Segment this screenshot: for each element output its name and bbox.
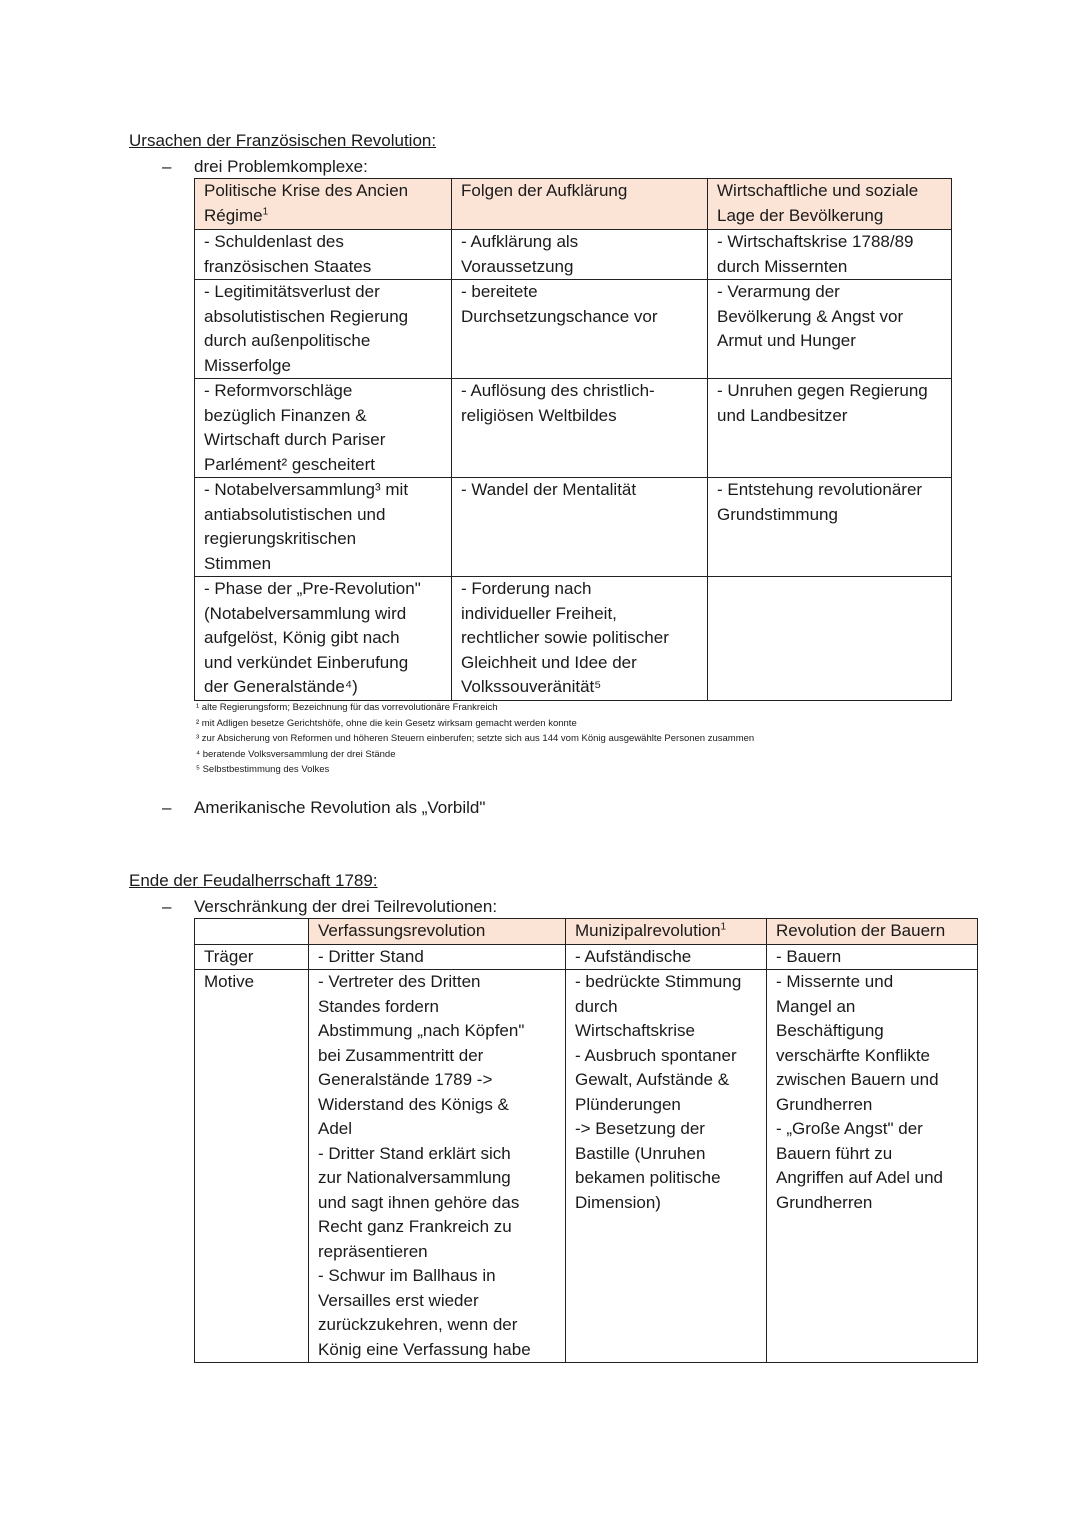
table-cell: - Wirtschaftskrise 1788/89 durch Missernten xyxy=(708,230,952,280)
table-row xyxy=(195,280,952,379)
table-cell: - Dritter Stand xyxy=(309,944,566,970)
table-cell: - Legitimitätsverlust der absolutistischen Regierung durch außenpolitische Misserfolge xyxy=(195,280,452,379)
table-cell: - Aufklärung als Voraussetzung xyxy=(452,230,708,280)
header-cell-empty xyxy=(195,919,309,945)
bullet-three-revolutions: Verschränkung der drei Teilrevolutionen: xyxy=(194,897,498,916)
header-cell: Revolution der Bauern xyxy=(767,919,978,945)
row-label-cell: Motive xyxy=(195,970,309,1363)
table-cell: - Vertreter des Dritten Standes fordern Abstimmung „nach Köpfen" bei Zusammentritt der Generalstände 1789 -> Widerstand des Königs & Adel - Dritter Stand erklärt sich zur Nationalversammlung und sagt ihnen gehöre das Recht ganz Frankreich zu repräsentieren - Schwur im Ballhaus in Versailles erst wieder zurückzukehren, wenn der König eine Verfassung habe xyxy=(309,970,566,1363)
footnote: ⁵ Selbstbestimmung des Volkes xyxy=(196,764,330,775)
footnote: ¹ alte Regierungsform; Bezeichnung für das vorrevolutionäre Frankreich xyxy=(196,702,498,713)
table-cell: - Reformvorschläge bezüglich Finanzen & Wirtschaft durch Pariser Parlément² gescheitert xyxy=(195,379,452,478)
table-header-row xyxy=(195,919,978,945)
table-row xyxy=(195,478,952,577)
row-label-cell: Träger xyxy=(195,944,309,970)
table-cell: - Bauern xyxy=(767,944,978,970)
table-cell: - Phase der „Pre-Revolution" (Notabelversammlung wird aufgelöst, König gibt nach und verkündet Einberufung der Generalstände⁴) xyxy=(195,577,452,701)
causes-table xyxy=(194,178,952,701)
footnotes xyxy=(196,700,754,778)
table-cell: - bedrückte Stimmung durch Wirtschaftskrise - Ausbruch spontaner Gewalt, Aufstände & Plünderungen -> Besetzung der Bastille (Unruhen bekamen politische Dimension) xyxy=(566,970,767,1363)
table-cell: - Missernte und Mangel an Beschäftigung verschärfte Konflikte zwischen Bauern und Grundherren - „Große Angst" der Bauern führt zu Angriffen auf Adel und Grundherren xyxy=(767,970,978,1363)
table-cell: - bereitete Durchsetzungschance vor xyxy=(452,280,708,379)
bullet-dash: – xyxy=(162,897,172,916)
header-cell: Politische Krise des Ancien Régime$^1$ xyxy=(195,179,452,230)
table-row xyxy=(195,970,978,1363)
header-cell: Folgen der Aufklärung xyxy=(452,179,708,230)
footnote: ³ zur Absicherung von Reformen und höheren Steuern einberufen; setzte sich aus 144 vom König ausgewählte Personen zusammen xyxy=(196,733,755,744)
section-heading-feudalism: Ende der Feudalherrschaft 1789: xyxy=(129,871,378,890)
revolutions-table xyxy=(194,918,978,1363)
header-cell: Munizipalrevolution$^1$ xyxy=(566,919,767,945)
table-row xyxy=(195,379,952,478)
table-cell: - Auflösung des christlich- religiösen Weltbildes xyxy=(452,379,708,478)
table-cell: - Schuldenlast des französischen Staates xyxy=(195,230,452,280)
table-cell: - Aufständische xyxy=(566,944,767,970)
table-cell: - Wandel der Mentalität xyxy=(452,478,708,577)
table-row xyxy=(195,944,978,970)
header-cell: Wirtschaftliche und soziale Lage der Bevölkerung xyxy=(708,179,952,230)
table-cell xyxy=(708,577,952,701)
table-cell: - Unruhen gegen Regierung und Landbesitzer xyxy=(708,379,952,478)
table-row xyxy=(195,577,952,701)
table-cell: - Forderung nach individueller Freiheit, rechtlicher sowie politischer Gleichheit und Idee der Volkssouveränität⁵ xyxy=(452,577,708,701)
bullet-problem-complexes: drei Problemkomplexe: xyxy=(194,157,368,176)
bullet-dash: – xyxy=(162,798,172,817)
bullet-american-revolution: Amerikanische Revolution als „Vorbild" xyxy=(194,798,486,817)
bullet-dash: – xyxy=(162,157,172,176)
table-cell: - Notabelversammlung³ mit antiabsolutistischen und regierungskritischen Stimmen xyxy=(195,478,452,577)
table-header-row xyxy=(195,179,952,230)
table-row xyxy=(195,230,952,280)
footnote: ² mit Adligen besetze Gerichtshöfe, ohne die kein Gesetz wirksam gemacht werden konnte xyxy=(196,717,577,729)
table-cell: - Verarmung der Bevölkerung & Angst vor Armut und Hunger xyxy=(708,280,952,379)
table-cell: - Entstehung revolutionärer Grundstimmung xyxy=(708,478,952,577)
section-heading-causes: Ursachen der Französischen Revolution: xyxy=(129,131,437,150)
footnote: ⁴ beratende Volksversammlung der drei Stände xyxy=(196,748,396,760)
header-cell: Verfassungsrevolution xyxy=(309,919,566,945)
